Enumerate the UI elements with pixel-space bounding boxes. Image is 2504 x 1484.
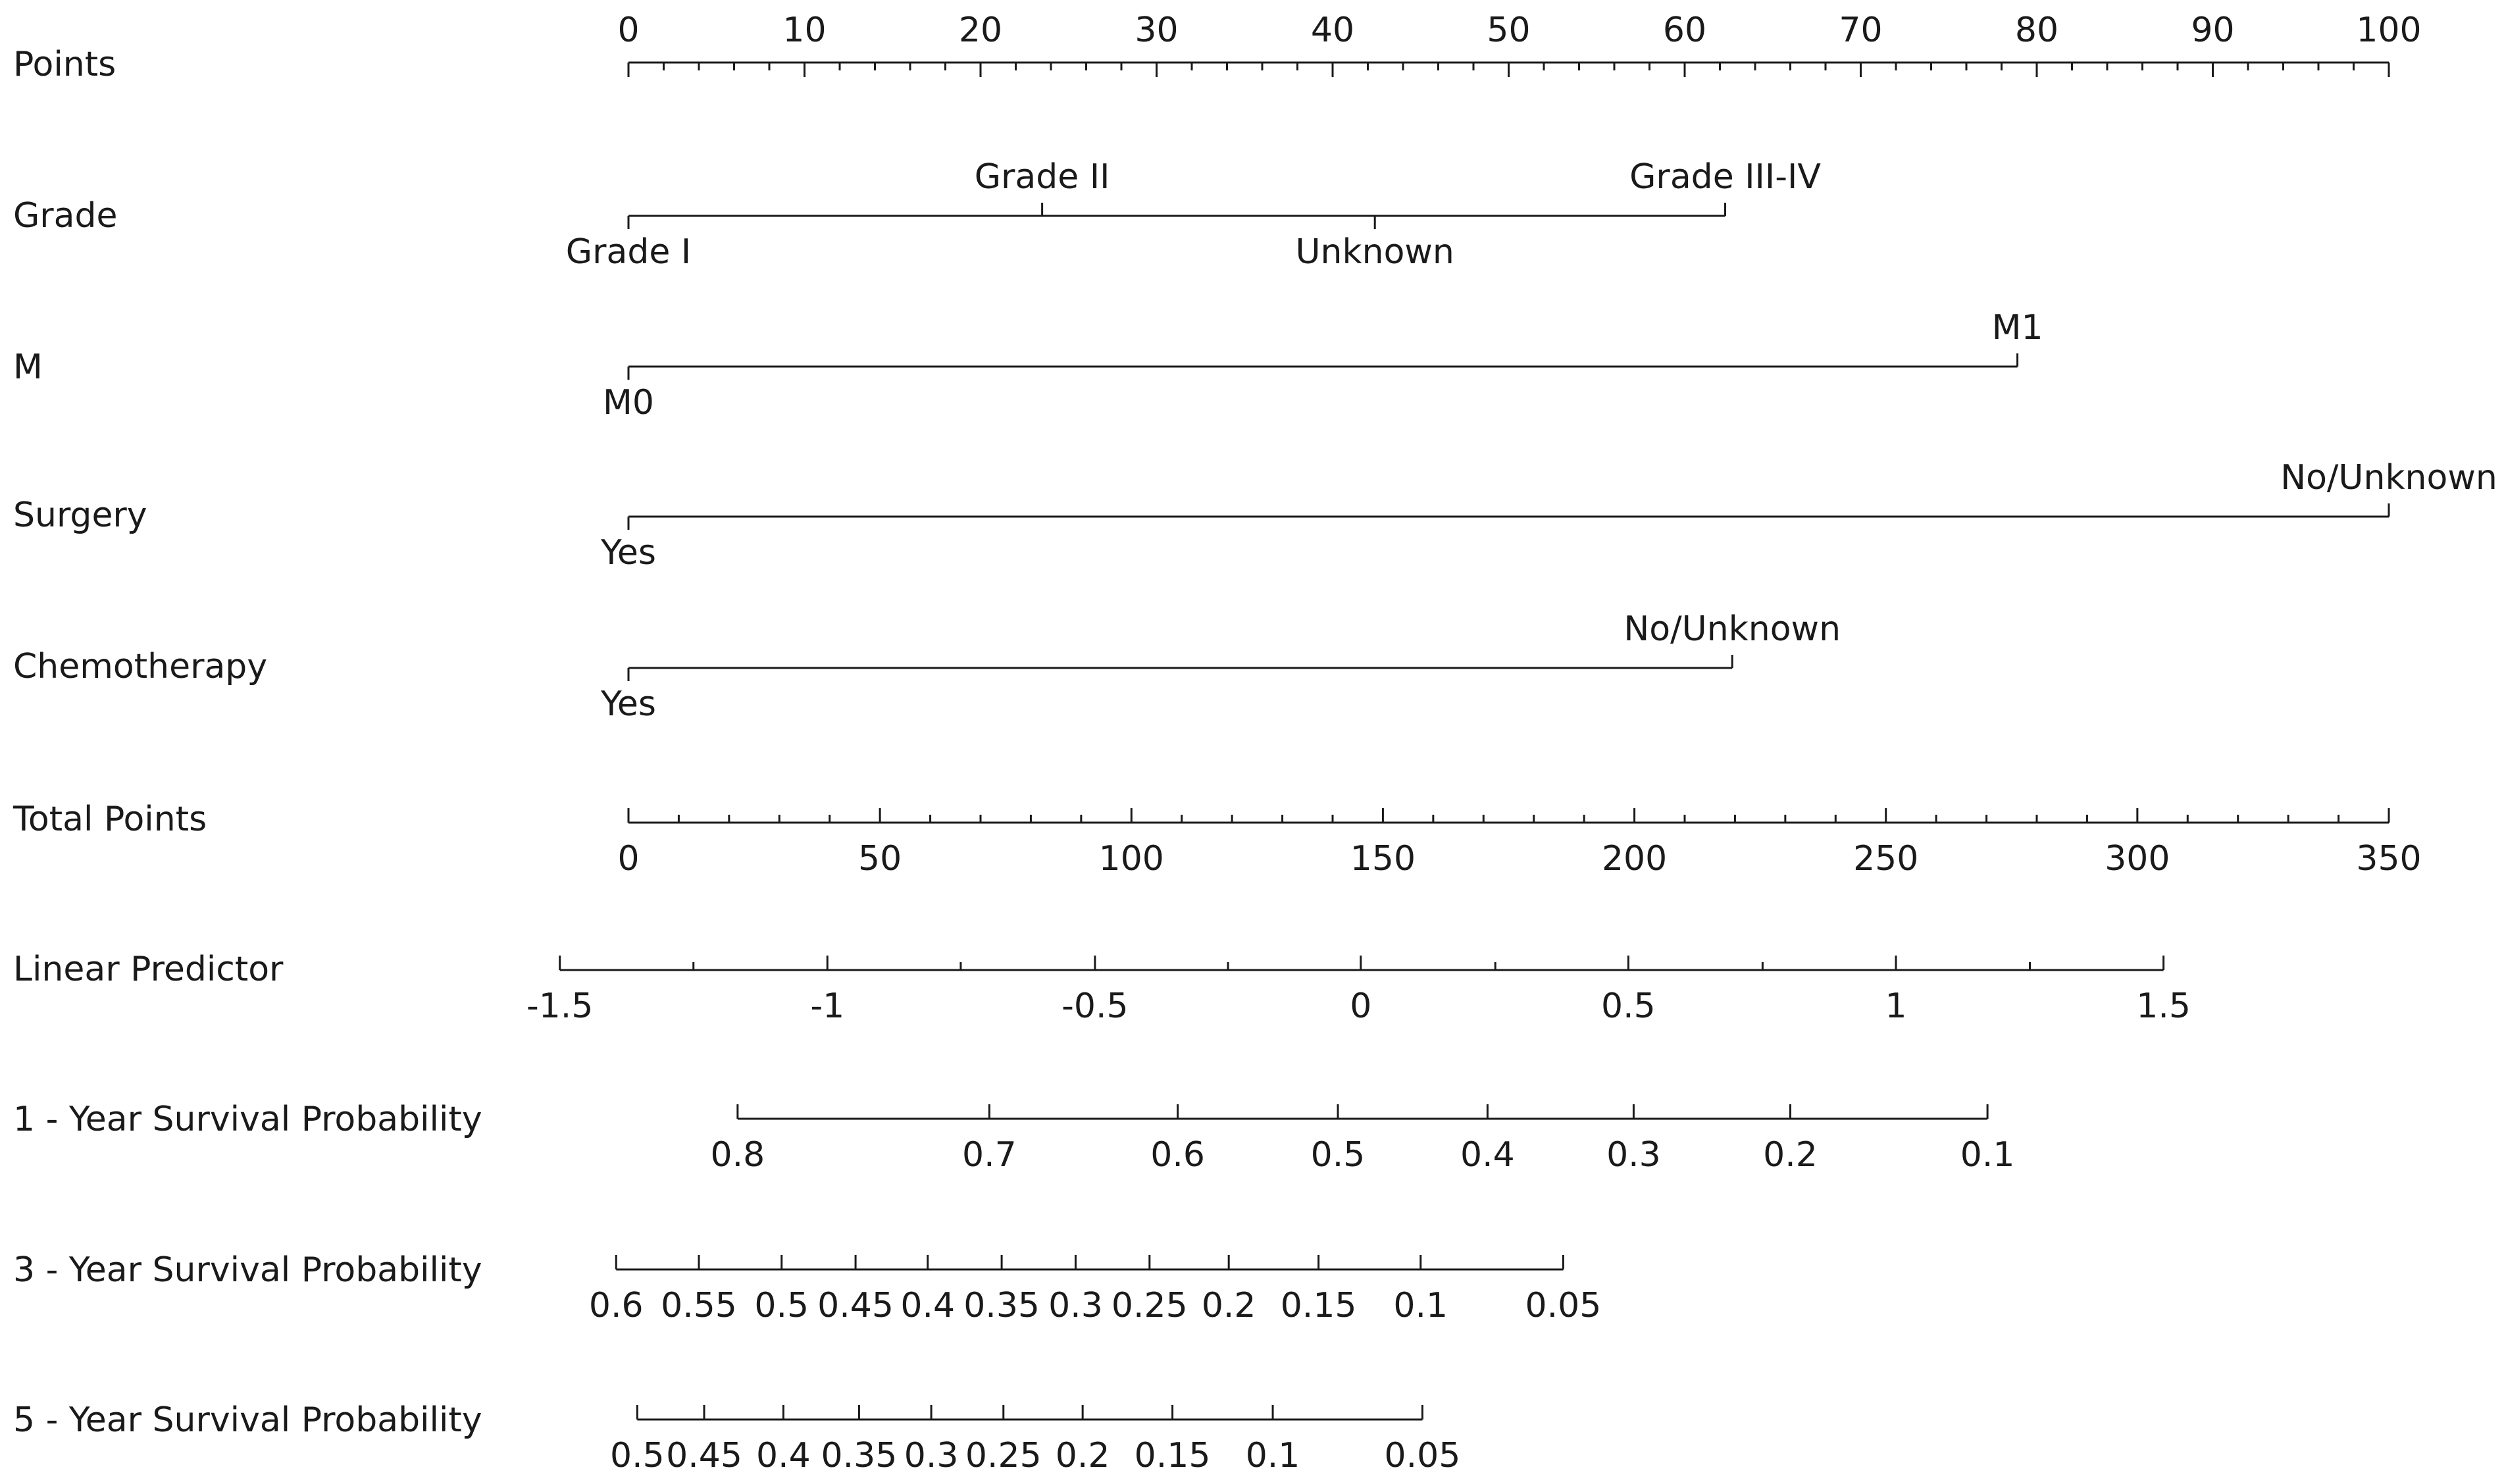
3-year-survival-probability-tick-label: 0.1 <box>1393 1286 1448 1325</box>
row-label-m: M <box>13 347 43 387</box>
linear-predictor-tick-label: 0 <box>1350 986 1372 1026</box>
3-year-survival-probability-tick-label: 0.2 <box>1201 1286 1256 1325</box>
grade-level-label: Grade III-IV <box>1629 157 1821 197</box>
5-year-survival-probability-tick-label: 0.3 <box>904 1436 959 1475</box>
points-tick-label: 40 <box>1310 11 1355 50</box>
grade-level-label: Grade II <box>974 157 1110 197</box>
3-year-survival-probability-tick-label: 0.35 <box>963 1286 1040 1325</box>
row-label-total-points: Total Points <box>13 800 207 839</box>
5-year-survival-probability-tick-label: 0.25 <box>965 1436 1042 1475</box>
3-year-survival-probability-tick-label: 0.45 <box>817 1286 894 1325</box>
row-label-5-year-survival-probability: 5 - Year Survival Probability <box>13 1400 482 1440</box>
5-year-survival-probability-tick-label: 0.05 <box>1384 1436 1461 1475</box>
3-year-survival-probability-tick-label: 0.4 <box>900 1286 956 1325</box>
5-year-survival-probability-tick-label: 0.15 <box>1134 1436 1211 1475</box>
points-tick-label: 10 <box>782 11 827 50</box>
3-year-survival-probability-tick-label: 0.25 <box>1111 1286 1188 1325</box>
1-year-survival-probability-tick-label: 0.7 <box>962 1135 1017 1175</box>
total-points-tick-label: 200 <box>1601 839 1668 879</box>
surgery-level-label: Yes <box>601 533 656 573</box>
1-year-survival-probability-tick-label: 0.2 <box>1763 1135 1818 1175</box>
row-label-chemotherapy: Chemotherapy <box>13 647 268 686</box>
1-year-survival-probability-tick-label: 0.4 <box>1460 1135 1515 1175</box>
m-level-label: M0 <box>603 383 654 422</box>
total-points-tick-label: 250 <box>1853 839 1919 879</box>
total-points-tick-label: 350 <box>2356 839 2422 879</box>
linear-predictor-tick-label: 1.5 <box>2136 986 2191 1026</box>
surgery-level-label: No/Unknown <box>2280 458 2497 498</box>
3-year-survival-probability-tick-label: 0.15 <box>1280 1286 1357 1325</box>
points-tick-label: 30 <box>1135 11 1179 50</box>
5-year-survival-probability-tick-label: 0.2 <box>1055 1436 1110 1475</box>
total-points-tick-label: 100 <box>1098 839 1164 879</box>
1-year-survival-probability-tick-label: 0.5 <box>1310 1135 1366 1175</box>
5-year-survival-probability-tick-label: 0.5 <box>610 1436 665 1475</box>
5-year-survival-probability-tick-label: 0.45 <box>666 1436 742 1475</box>
5-year-survival-probability-tick-label: 0.4 <box>756 1436 811 1475</box>
points-tick-label: 90 <box>2191 11 2235 50</box>
1-year-survival-probability-tick-label: 0.6 <box>1150 1135 1205 1175</box>
total-points-tick-label: 50 <box>858 839 902 879</box>
total-points-tick-label: 0 <box>617 839 640 879</box>
points-tick-label: 0 <box>617 11 640 50</box>
3-year-survival-probability-tick-label: 0.55 <box>661 1286 737 1325</box>
1-year-survival-probability-tick-label: 0.1 <box>1960 1135 2015 1175</box>
linear-predictor-tick-label: 1 <box>1885 986 1907 1026</box>
1-year-survival-probability-tick-label: 0.8 <box>710 1135 765 1175</box>
row-label-1-year-survival-probability: 1 - Year Survival Probability <box>13 1100 482 1139</box>
points-tick-label: 80 <box>2014 11 2059 50</box>
3-year-survival-probability-tick-label: 0.5 <box>754 1286 809 1325</box>
points-tick-label: 20 <box>958 11 1003 50</box>
row-label-surgery: Surgery <box>13 496 147 535</box>
grade-level-label: Unknown <box>1295 232 1454 272</box>
5-year-survival-probability-tick-label: 0.35 <box>821 1436 898 1475</box>
3-year-survival-probability-tick-label: 0.6 <box>588 1286 644 1325</box>
row-label-points: Points <box>13 45 116 84</box>
points-tick-label: 60 <box>1662 11 1707 50</box>
linear-predictor-tick-label: -1.5 <box>526 986 594 1026</box>
3-year-survival-probability-tick-label: 0.3 <box>1048 1286 1103 1325</box>
chemotherapy-level-label: Yes <box>601 684 656 724</box>
row-label-3-year-survival-probability: 3 - Year Survival Probability <box>13 1250 482 1290</box>
total-points-tick-label: 150 <box>1350 839 1416 879</box>
points-tick-label: 70 <box>1839 11 1883 50</box>
grade-level-label: Grade I <box>565 232 692 272</box>
linear-predictor-tick-label: -0.5 <box>1061 986 1129 1026</box>
1-year-survival-probability-tick-label: 0.3 <box>1606 1135 1661 1175</box>
linear-predictor-tick-label: 0.5 <box>1601 986 1656 1026</box>
m-level-label: M1 <box>1991 308 2043 347</box>
row-label-linear-predictor: Linear Predictor <box>13 950 284 989</box>
points-tick-label: 100 <box>2356 11 2422 50</box>
total-points-tick-label: 300 <box>2105 839 2170 879</box>
3-year-survival-probability-tick-label: 0.05 <box>1525 1286 1602 1325</box>
chemotherapy-level-label: No/Unknown <box>1623 609 1841 649</box>
linear-predictor-tick-label: -1 <box>810 986 845 1026</box>
points-tick-label: 50 <box>1487 11 1531 50</box>
5-year-survival-probability-tick-label: 0.1 <box>1245 1436 1300 1475</box>
row-label-grade: Grade <box>13 196 118 236</box>
